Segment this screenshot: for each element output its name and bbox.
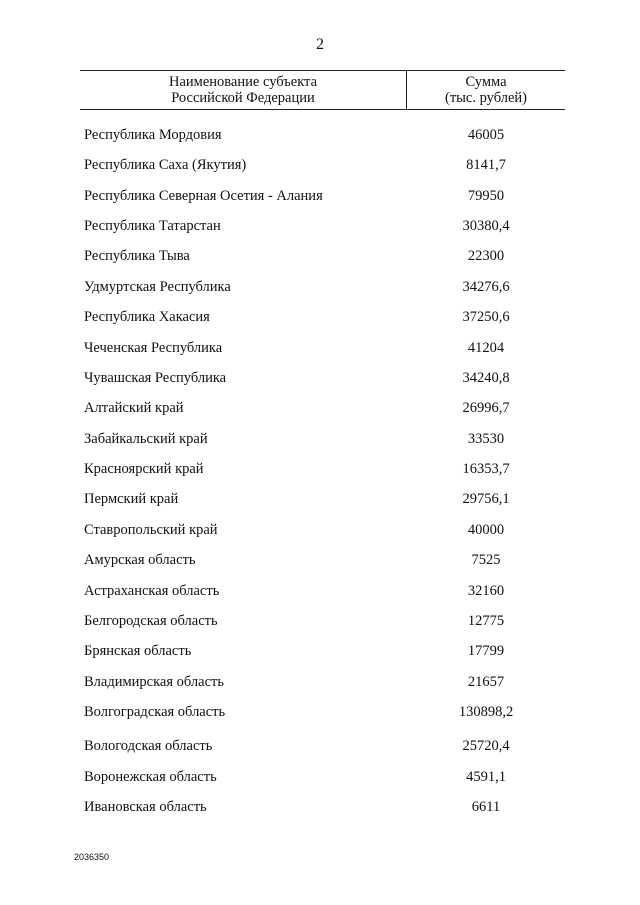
table-row [0, 276, 640, 298]
region-name: Забайкальский край [84, 431, 208, 447]
region-name: Пермский край [84, 491, 179, 507]
amount-value: 8141,7 [466, 157, 506, 173]
table-row [0, 671, 640, 693]
amount-value: 4591,1 [466, 769, 506, 785]
table-row [0, 428, 640, 450]
region-name: Ставропольский край [84, 522, 218, 538]
amount-value: 25720,4 [462, 738, 510, 754]
region-name: Воронежская область [84, 769, 217, 785]
amount-value: 26996,7 [462, 400, 510, 416]
table-row [0, 701, 640, 723]
table-row [0, 337, 640, 359]
table-row [0, 185, 640, 207]
amount-value: 32160 [467, 583, 505, 599]
region-name: Брянская область [84, 643, 192, 659]
region-name: Удмуртская Республика [84, 279, 231, 295]
amount-value: 41204 [467, 340, 505, 356]
amount-value: 12775 [467, 613, 505, 629]
region-name: Чувашская Республика [84, 370, 227, 386]
amount-value: 6611 [471, 799, 501, 815]
region-name: Астраханская область [84, 583, 220, 599]
table-row [0, 519, 640, 541]
region-name: Республика Мордовия [84, 127, 222, 143]
region-name: Волгоградская область [84, 704, 226, 720]
amount-value: 21657 [467, 674, 505, 690]
amount-value: 46005 [467, 127, 505, 143]
amount-value: 34276,6 [462, 279, 510, 295]
region-name: Республика Татарстан [84, 218, 221, 234]
region-name: Вологодская область [84, 738, 213, 754]
table-row [0, 124, 640, 146]
page-number: 2 [316, 36, 324, 53]
table-row [0, 397, 640, 419]
amount-value: 130898,2 [458, 704, 514, 720]
header-region-name-line1: Наименование субъекта [168, 74, 318, 90]
region-name: Республика Саха (Якутия) [84, 157, 247, 173]
region-name: Амурская область [84, 552, 196, 568]
table-row [0, 154, 640, 176]
table-row [0, 306, 640, 328]
table-row [0, 766, 640, 788]
table-row [0, 367, 640, 389]
table-row [0, 640, 640, 662]
table-row [0, 245, 640, 267]
region-name: Алтайский край [84, 400, 184, 416]
amount-value: 17799 [467, 643, 505, 659]
region-name: Ивановская область [84, 799, 207, 815]
amount-value: 34240,8 [462, 370, 510, 386]
header-region-name [80, 74, 406, 106]
header-sum-line1: Сумма [465, 74, 507, 90]
region-name: Чеченская Республика [84, 340, 223, 356]
table-row [0, 549, 640, 571]
header-sum [407, 74, 565, 106]
header-region-name-line2: Российской Федерации [171, 90, 315, 106]
header-sum-line2: (тыс. рублей) [445, 90, 527, 106]
amount-value: 33530 [467, 431, 505, 447]
amount-value: 40000 [467, 522, 505, 538]
region-name: Республика Северная Осетия - Алания [84, 188, 323, 204]
region-name: Красноярский край [84, 461, 204, 477]
amount-value: 7525 [471, 552, 501, 568]
table-row [0, 735, 640, 757]
table-header [80, 70, 565, 110]
document-code: 2036350 [74, 852, 110, 862]
region-name: Республика Хакасия [84, 309, 210, 325]
amount-value: 79950 [467, 188, 505, 204]
region-name: Владимирская область [84, 674, 224, 690]
table-row [0, 458, 640, 480]
amount-value: 30380,4 [462, 218, 510, 234]
amount-value: 22300 [467, 248, 505, 264]
table-row [0, 580, 640, 602]
table-row [0, 488, 640, 510]
amount-value: 37250,6 [462, 309, 510, 325]
amount-value: 16353,7 [462, 461, 510, 477]
table-row [0, 215, 640, 237]
region-name: Республика Тыва [84, 248, 190, 264]
region-name: Белгородская область [84, 613, 218, 629]
table-row [0, 610, 640, 632]
table-row [0, 796, 640, 818]
amount-value: 29756,1 [462, 491, 510, 507]
